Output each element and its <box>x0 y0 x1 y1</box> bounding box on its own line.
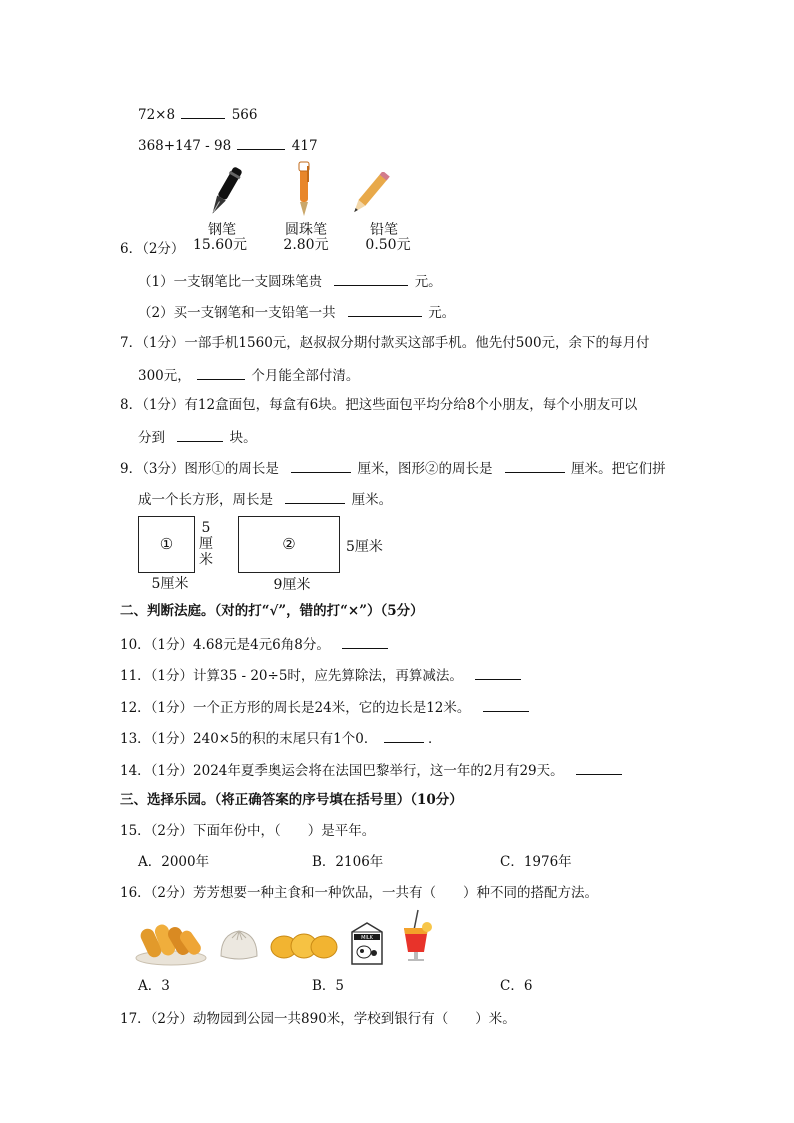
compare-right-1: 566 <box>231 107 258 123</box>
answer-blank[interactable] <box>483 697 529 712</box>
answer-blank[interactable] <box>291 458 351 473</box>
figure-1-bottom-label: 5厘米 <box>151 576 189 592</box>
question-15-stem: 15．（2分）下面年份中，（ ）是平年。 <box>120 823 376 839</box>
question-8-line-1: 8．（1分）有12盒面包，每盒有6块。把这些面包平均分给8个小朋友，每个小朋友可以 <box>120 397 638 413</box>
section-3-title: 三、选择乐园。（将正确答案的序号填在括号里）（10分） <box>120 792 463 808</box>
answer-blank[interactable] <box>576 760 622 775</box>
answer-blank[interactable] <box>197 365 245 380</box>
compare-line-1 <box>138 104 257 124</box>
pen-price-2: 2.80元 <box>283 237 329 253</box>
compare-line-2 <box>138 135 318 155</box>
question-text: 厘米，图形②的周长是 <box>357 461 493 477</box>
fountain-pen-icon <box>200 163 250 221</box>
figure-1-side-label: 5厘米 <box>199 520 213 568</box>
question-14 <box>120 760 622 780</box>
question-text: 12．（1分）一个正方形的周长是24米，它的边长是12米。 <box>120 700 471 716</box>
question-10 <box>120 634 388 654</box>
answer-blank[interactable] <box>475 665 521 680</box>
pen-price-1: 15.60元 <box>192 237 248 253</box>
question-text: 13．（1分）240×5的积的末尾只有1个0． <box>120 731 378 747</box>
question-text: 分到 <box>138 430 165 446</box>
answer-blank[interactable] <box>334 271 408 286</box>
question-text: ． <box>427 731 442 747</box>
question-text: 11．（1分）计算35 - 20÷5时，应先算除法，再算减法。 <box>120 668 463 684</box>
question-text: 300元， <box>138 368 191 384</box>
question-12 <box>120 697 529 717</box>
question-text: 14．（1分）2024年夏季奥运会将在法国巴黎举行，这一年的2月有29天。 <box>120 763 564 779</box>
milk-label: MILK <box>361 935 373 941</box>
q16-option-b[interactable]: B．5 <box>312 978 345 994</box>
question-7-line-2 <box>138 365 359 385</box>
question-text: （2）买一支钢笔和一支铅笔一共 <box>138 305 336 321</box>
bread-rolls-icon <box>270 930 338 962</box>
milk-carton-icon <box>346 920 388 966</box>
question-text: （1）一支钢笔比一支圆珠笔贵 <box>138 274 323 290</box>
question-17-stem: 17．（2分）动物园到公园一共890米，学校到银行有（ ）米。 <box>120 1011 516 1027</box>
pen-name-1: 钢笔 <box>208 222 236 238</box>
fried-dough-sticks-icon <box>134 920 208 966</box>
question-13 <box>120 728 441 748</box>
answer-blank[interactable] <box>181 104 225 119</box>
question-9-line-1 <box>120 458 666 478</box>
q15-option-b[interactable]: B．2106年 <box>312 854 384 870</box>
question-9-line-2 <box>138 489 392 509</box>
q15-option-a[interactable]: A．2000年 <box>138 854 210 870</box>
question-11 <box>120 665 521 685</box>
question-text: 厘米。把它们拼 <box>571 461 666 477</box>
question-8-line-2 <box>138 427 257 447</box>
q15-option-c[interactable]: C．1976年 <box>500 854 572 870</box>
answer-blank[interactable] <box>348 302 422 317</box>
answer-blank[interactable] <box>285 489 345 504</box>
pencil-icon <box>345 172 395 216</box>
rectangle-figure-2 <box>238 516 340 573</box>
figure-2-side-label: 5厘米 <box>346 539 383 555</box>
compare-right-2: 417 <box>291 138 318 154</box>
answer-blank[interactable] <box>505 458 565 473</box>
question-6-part-2 <box>138 302 455 322</box>
figure-1-label: ① <box>159 535 174 553</box>
question-text: 块。 <box>229 430 257 446</box>
steamed-bun-icon <box>218 926 260 964</box>
answer-blank[interactable] <box>177 427 223 442</box>
figure-2-label: ② <box>282 535 296 553</box>
compare-left-1: 72×8 <box>138 107 176 123</box>
answer-blank[interactable] <box>342 634 388 649</box>
q16-option-c[interactable]: C．6 <box>500 978 533 994</box>
compare-left-2: 368+147 - 98 <box>138 138 232 154</box>
figure-2-bottom-label: 9厘米 <box>273 577 311 593</box>
question-6-stem: 6．（2分） <box>120 241 185 257</box>
question-text: 9．（3分）图形①的周长是 <box>120 461 279 477</box>
unit-label: 元。 <box>414 274 442 290</box>
question-7-line-1: 7．（1分）一部手机1560元，赵叔叔分期付款买这部手机。他先付500元，余下的每月付 <box>120 335 650 351</box>
question-text: 10．（1分）4.68元是4元6角8分。 <box>120 637 330 653</box>
pen-name-2: 圆珠笔 <box>285 222 327 238</box>
answer-blank[interactable] <box>237 135 285 150</box>
juice-drink-icon <box>398 908 434 964</box>
section-2-title: 二、判断法庭。（对的打“√”，错的打“×”）（5分） <box>120 603 424 619</box>
answer-blank[interactable] <box>384 728 424 743</box>
question-6-part-1 <box>138 271 442 291</box>
question-text: 个月能全部付清。 <box>251 368 360 384</box>
question-text: 厘米。 <box>351 492 393 508</box>
pen-price-3: 0.50元 <box>365 237 411 253</box>
square-figure-1 <box>138 516 195 573</box>
unit-label: 元。 <box>428 305 456 321</box>
q16-option-a[interactable]: A．3 <box>138 978 170 994</box>
question-16-stem: 16．（2分）芳芳想要一种主食和一种饮品，一共有（ ）种不同的搭配方法。 <box>120 885 599 901</box>
question-text: 成一个长方形，周长是 <box>138 492 273 508</box>
pen-name-3: 铅笔 <box>370 222 398 238</box>
ballpoint-pen-icon <box>292 160 316 218</box>
